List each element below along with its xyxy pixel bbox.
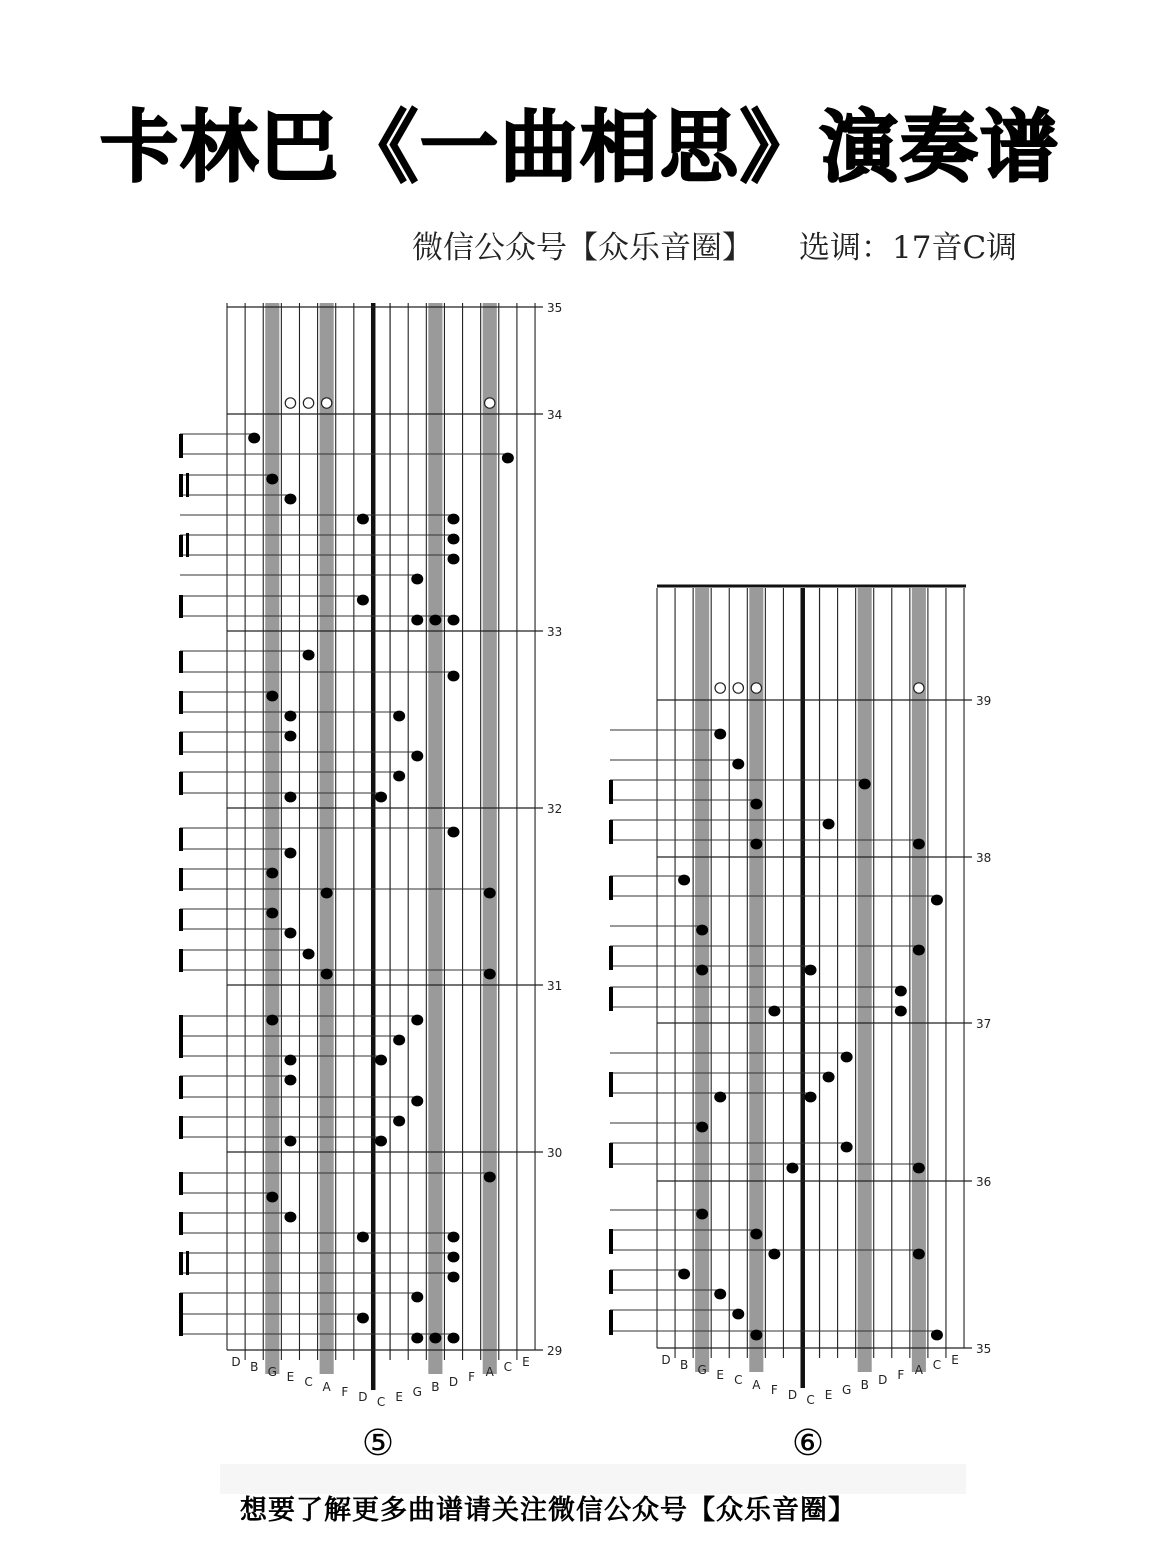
note-dot: [357, 514, 369, 525]
rhythm-mark: [179, 474, 183, 497]
rhythm-mark: [609, 1072, 613, 1097]
tab-6-number: ⑥: [791, 1423, 825, 1464]
rhythm-mark: [179, 1116, 183, 1139]
repeat-marker: [321, 398, 331, 408]
repeat-marker: [303, 398, 313, 408]
key-label: E: [395, 1390, 403, 1404]
measure-number: 37: [976, 1017, 992, 1031]
key-label: D: [231, 1355, 241, 1369]
rhythm-mark: [179, 1252, 183, 1275]
measure-number: 35: [547, 301, 563, 315]
tab-6: [609, 586, 991, 1407]
note-dot: [913, 1163, 925, 1174]
note-dot: [448, 1232, 460, 1243]
rhythm-mark: [179, 949, 183, 972]
note-dot: [696, 965, 708, 976]
note-dot: [931, 895, 943, 906]
rhythm-mark: [609, 1229, 613, 1254]
key-label: C: [304, 1375, 313, 1389]
note-dot: [266, 691, 278, 702]
tab-5: [179, 301, 562, 1409]
key-label: A: [485, 1365, 494, 1379]
note-dot: [303, 949, 315, 960]
repeat-marker: [715, 683, 725, 693]
page-title: 卡林巴《一曲相思》演奏谱: [100, 103, 1061, 193]
rhythm-mark: [179, 1076, 183, 1099]
note-dot: [678, 875, 690, 886]
key-label: E: [824, 1388, 833, 1402]
note-dot: [841, 1142, 853, 1153]
key-label: E: [522, 1355, 530, 1369]
note-dot: [357, 595, 369, 606]
center-tine: [800, 588, 805, 1388]
key-label: D: [787, 1388, 798, 1402]
note-dot: [266, 908, 278, 919]
key-label: C: [734, 1373, 743, 1387]
tine-shade: [858, 588, 872, 1372]
note-dot: [841, 1052, 853, 1063]
key-label: G: [267, 1365, 277, 1379]
key-label: B: [679, 1358, 689, 1372]
note-dot: [284, 792, 296, 803]
note-dot: [750, 1330, 762, 1341]
rhythm-mark: [179, 732, 183, 755]
rhythm-mark: [186, 1251, 189, 1275]
note-dot: [357, 1232, 369, 1243]
rhythm-mark: [609, 1310, 613, 1335]
key-label: C: [376, 1395, 386, 1409]
note-dot: [284, 711, 296, 722]
rhythm-mark: [179, 651, 183, 673]
tine-shade: [428, 303, 442, 1374]
note-dot: [448, 671, 460, 682]
key-label: D: [358, 1390, 368, 1404]
note-dot: [448, 827, 460, 838]
note-dot: [266, 1192, 278, 1203]
note-dot: [805, 965, 817, 976]
key-label: G: [697, 1363, 707, 1377]
note-dot: [913, 1249, 925, 1260]
key-label: A: [914, 1363, 923, 1377]
note-dot: [823, 819, 835, 830]
key-label: A: [752, 1378, 761, 1392]
rhythm-mark: [179, 535, 183, 557]
repeat-marker: [914, 683, 924, 693]
note-dot: [266, 1015, 278, 1026]
note-dot: [750, 839, 762, 850]
note-dot: [357, 1313, 369, 1324]
footer-text: 想要了解更多曲谱请关注微信公众号【众乐音圈】: [240, 1495, 856, 1526]
note-dot: [931, 1330, 943, 1341]
measure-number: 32: [547, 802, 563, 816]
rhythm-mark: [179, 434, 183, 458]
rhythm-mark: [609, 780, 613, 804]
key-label: C: [932, 1358, 942, 1372]
account-label: 微信公众号【众乐音圈】: [412, 230, 753, 266]
tine-shade: [320, 303, 334, 1374]
measure-number: 38: [976, 851, 992, 865]
rhythm-mark: [179, 868, 183, 891]
note-dot: [448, 554, 460, 565]
key-label: A: [322, 1380, 331, 1394]
key-label: D: [878, 1373, 888, 1387]
note-dot: [448, 514, 460, 525]
tine-shade: [483, 303, 497, 1374]
note-dot: [375, 792, 387, 803]
note-dot: [411, 1096, 423, 1107]
measure-number: 30: [547, 1146, 563, 1160]
rhythm-mark: [609, 876, 613, 900]
note-dot: [696, 1122, 708, 1133]
note-dot: [284, 731, 296, 742]
repeat-marker: [751, 683, 761, 693]
note-dot: [786, 1163, 798, 1174]
note-dot: [393, 711, 405, 722]
rhythm-mark: [179, 691, 183, 714]
note-dot: [714, 729, 726, 740]
note-dot: [714, 1289, 726, 1300]
rhythm-mark: [179, 1313, 183, 1336]
note-dot: [696, 925, 708, 936]
note-dot: [411, 1333, 423, 1344]
measure-number: 39: [976, 694, 992, 708]
rhythm-mark: [179, 595, 183, 618]
note-dot: [284, 1055, 296, 1066]
note-dot: [429, 1333, 441, 1344]
key-label: F: [341, 1385, 349, 1399]
key-label: E: [951, 1353, 959, 1367]
measure-number: 29: [547, 1344, 563, 1358]
repeat-marker: [285, 398, 295, 408]
note-dot: [484, 969, 496, 980]
note-dot: [303, 650, 315, 661]
key-label: B: [250, 1360, 259, 1374]
rhythm-mark: [609, 946, 613, 970]
rhythm-mark: [609, 1270, 613, 1294]
rhythm-mark: [179, 772, 183, 795]
key-label: B: [860, 1378, 869, 1392]
note-dot: [284, 928, 296, 939]
rhythm-mark: [609, 987, 613, 1011]
note-dot: [502, 453, 514, 464]
rhythm-mark: [179, 1035, 183, 1058]
note-dot: [895, 1006, 907, 1017]
tab-5-number: ⑤: [361, 1423, 395, 1464]
rhythm-mark: [179, 1293, 183, 1316]
note-dot: [732, 759, 744, 770]
note-dot: [284, 1136, 296, 1147]
note-dot: [448, 1272, 460, 1283]
note-dot: [732, 1309, 744, 1320]
rhythm-mark: [609, 1143, 613, 1168]
tine-shade: [749, 588, 763, 1372]
note-dot: [284, 848, 296, 859]
note-dot: [823, 1072, 835, 1083]
tine-shade: [695, 588, 709, 1372]
measure-number: 33: [547, 625, 563, 639]
key-label: F: [897, 1368, 905, 1382]
note-dot: [859, 779, 871, 790]
note-dot: [678, 1269, 690, 1280]
center-tine: [371, 303, 376, 1390]
key-label: E: [286, 1370, 295, 1384]
note-dot: [805, 1092, 817, 1103]
key-label: G: [412, 1385, 422, 1399]
note-dot: [393, 771, 405, 782]
rhythm-mark: [179, 828, 183, 851]
note-dot: [393, 1116, 405, 1127]
rhythm-mark: [179, 1172, 183, 1195]
note-dot: [750, 1229, 762, 1240]
rhythm-mark: [179, 909, 183, 931]
note-dot: [266, 868, 278, 879]
note-dot: [411, 615, 423, 626]
key-label: C: [503, 1360, 513, 1374]
note-dot: [266, 474, 278, 485]
note-dot: [321, 969, 333, 980]
note-dot: [248, 433, 260, 444]
note-dot: [375, 1055, 387, 1066]
note-dot: [411, 574, 423, 585]
measure-number: 35: [976, 1342, 992, 1356]
key-label: B: [431, 1380, 440, 1394]
note-dot: [484, 1172, 496, 1183]
note-dot: [321, 888, 333, 899]
note-dot: [448, 1333, 460, 1344]
note-dot: [714, 1092, 726, 1103]
note-dot: [284, 1212, 296, 1223]
measure-number: 31: [547, 979, 563, 993]
key-label: G: [841, 1383, 852, 1397]
key-label: E: [716, 1368, 725, 1382]
note-dot: [393, 1035, 405, 1046]
note-dot: [484, 888, 496, 899]
note-dot: [448, 534, 460, 545]
key-label: F: [468, 1370, 476, 1384]
note-dot: [411, 1292, 423, 1303]
rhythm-mark: [186, 533, 189, 557]
key-label: D: [661, 1353, 671, 1367]
note-dot: [411, 751, 423, 762]
note-dot: [411, 1015, 423, 1026]
repeat-marker: [485, 398, 495, 408]
key-label: D: [448, 1375, 459, 1389]
key-label: C: [806, 1393, 815, 1407]
measure-number: 36: [976, 1175, 992, 1189]
measure-number: 34: [547, 408, 563, 422]
note-dot: [768, 1006, 780, 1017]
note-dot: [284, 494, 296, 505]
key-label: F: [770, 1383, 778, 1397]
repeat-marker: [733, 683, 743, 693]
note-dot: [448, 615, 460, 626]
rhythm-mark: [609, 820, 613, 844]
note-dot: [913, 839, 925, 850]
note-dot: [768, 1249, 780, 1260]
note-dot: [429, 615, 441, 626]
note-dot: [696, 1209, 708, 1220]
key-label: 选调：17音C调: [799, 230, 1018, 266]
footer: [220, 1464, 966, 1549]
note-dot: [375, 1136, 387, 1147]
note-dot: [448, 1252, 460, 1263]
rhythm-mark: [179, 1212, 183, 1235]
note-dot: [913, 945, 925, 956]
note-dot: [895, 986, 907, 997]
note-dot: [284, 1075, 296, 1086]
note-dot: [750, 799, 762, 810]
rhythm-mark: [186, 473, 189, 497]
